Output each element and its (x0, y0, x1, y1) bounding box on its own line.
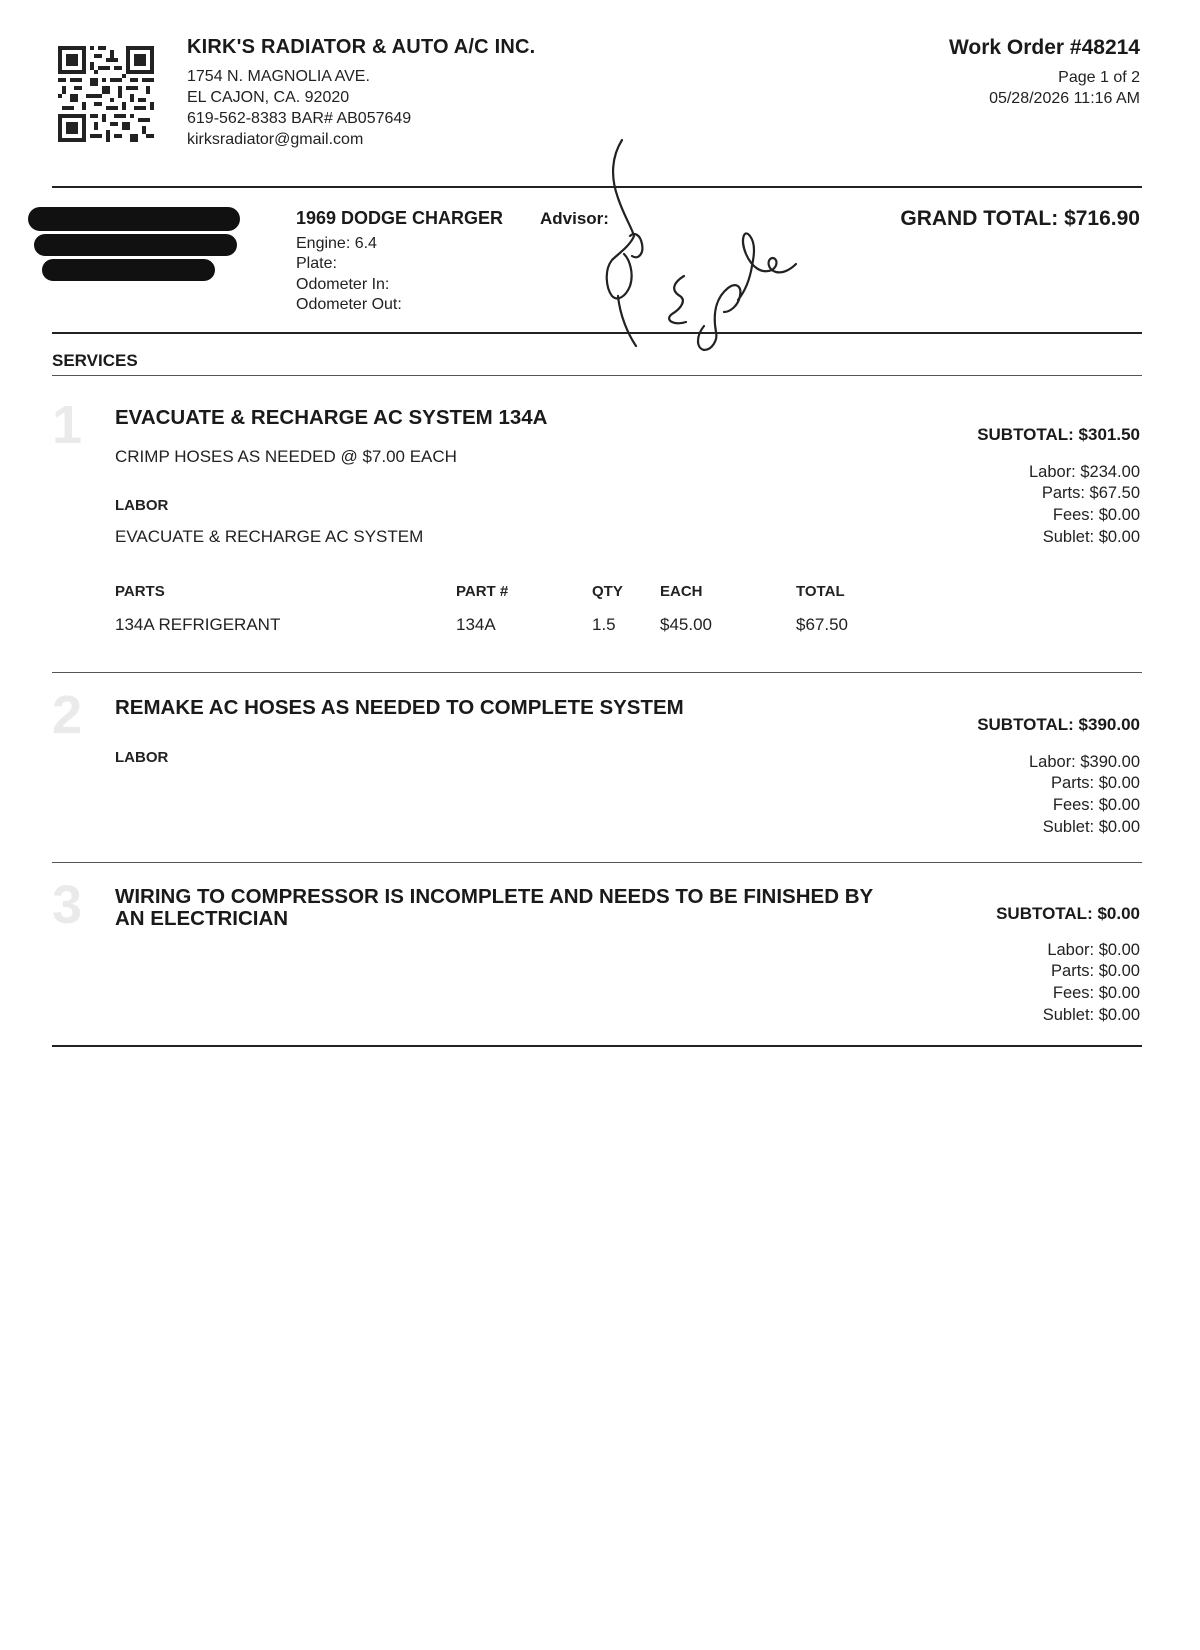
service-number-3: 3 (52, 875, 83, 935)
service-subtotal-1: SUBTOTAL: $301.50 (977, 425, 1140, 444)
vehicle-divider (52, 332, 1142, 334)
service-labor-2: Labor: $390.00 (1028, 753, 1140, 771)
vehicle-engine: Engine: 6.4 (296, 235, 377, 252)
service-sublet-3: Sublet: $0.00 (1042, 1006, 1140, 1024)
service-labor-3: Labor: $0.00 (1047, 941, 1140, 959)
service-subtotal-2: SUBTOTAL: $390.00 (977, 715, 1140, 734)
service-parts-1: Parts: $67.50 (1041, 484, 1140, 502)
parts-col-header-number: PART # (456, 583, 509, 600)
labor-label-1: LABOR (115, 497, 169, 514)
redacted-customer-address (34, 234, 237, 256)
redacted-customer-phone (42, 259, 215, 281)
part-each: $45.00 (660, 615, 712, 634)
service-subtotal-3: SUBTOTAL: $0.00 (996, 904, 1140, 923)
vehicle-odometer-out: Odometer Out: (296, 296, 402, 313)
service-1-divider (52, 672, 1142, 673)
service-parts-2: Parts: $0.00 (1051, 774, 1140, 792)
part-number: 134A (456, 615, 496, 634)
service-2-divider (52, 862, 1142, 863)
service-fees-2: Fees: $0.00 (1052, 796, 1140, 814)
part-qty: 1.5 (592, 615, 616, 634)
service-sublet-2: Sublet: $0.00 (1042, 818, 1140, 836)
advisor-label: Advisor: (540, 209, 609, 228)
service-labor-1: Labor: $234.00 (1028, 463, 1140, 481)
services-heading: SERVICES (52, 351, 138, 370)
shop-name: KIRK'S RADIATOR & AUTO A/C INC. (187, 36, 536, 58)
service-sublet-1: Sublet: $0.00 (1042, 528, 1140, 546)
work-order-datetime: 05/28/2026 11:16 AM (989, 90, 1140, 107)
service-number-1: 1 (52, 395, 83, 455)
header-divider (52, 186, 1142, 188)
part-name: 134A REFRIGERANT (115, 615, 281, 634)
vehicle-name: 1969 DODGE CHARGER (296, 208, 504, 228)
services-divider (52, 375, 1142, 376)
shop-phone-bar: 619-562-8383 BAR# AB057649 (187, 110, 412, 127)
part-total: $67.50 (796, 615, 848, 634)
service-fees-1: Fees: $0.00 (1052, 506, 1140, 524)
services-end-divider (52, 1045, 1142, 1047)
shop-address-line2: EL CAJON, CA. 92020 (187, 89, 350, 106)
shop-address-line1: 1754 N. MAGNOLIA AVE. (187, 68, 370, 85)
work-order-number: Work Order #48214 (948, 36, 1140, 59)
grand-total: GRAND TOTAL: $716.90 (900, 207, 1140, 230)
parts-col-header-total: TOTAL (796, 583, 845, 600)
service-title-1: EVACUATE & RECHARGE AC SYSTEM 134A (115, 406, 548, 429)
service-number-2: 2 (52, 685, 83, 745)
shop-email: kirksradiator@gmail.com (187, 131, 364, 148)
parts-col-header-each: EACH (660, 583, 703, 600)
parts-col-header-name: PARTS (115, 583, 165, 600)
service-title-2: REMAKE AC HOSES AS NEEDED TO COMPLETE SYSTEM (115, 696, 684, 719)
redacted-customer-name (28, 207, 240, 231)
qr-code-icon (58, 46, 154, 142)
service-title-3-line1: WIRING TO COMPRESSOR IS INCOMPLETE AND NEEDS TO BE FINISHED BY (115, 885, 874, 908)
vehicle-plate: Plate: (296, 255, 337, 272)
handwritten-signature (600, 136, 820, 376)
service-fees-3: Fees: $0.00 (1052, 984, 1140, 1002)
vehicle-odometer-in: Odometer In: (296, 276, 390, 293)
parts-col-header-qty: QTY (592, 583, 623, 600)
page-indicator: Page 1 of 2 (1058, 69, 1140, 86)
service-title-3-line2: AN ELECTRICIAN (115, 907, 289, 930)
labor-label-2: LABOR (115, 749, 169, 766)
service-note-1: CRIMP HOSES AS NEEDED @ $7.00 EACH (115, 447, 457, 466)
service-parts-3: Parts: $0.00 (1051, 962, 1140, 980)
labor-description-1: EVACUATE & RECHARGE AC SYSTEM (115, 527, 424, 546)
